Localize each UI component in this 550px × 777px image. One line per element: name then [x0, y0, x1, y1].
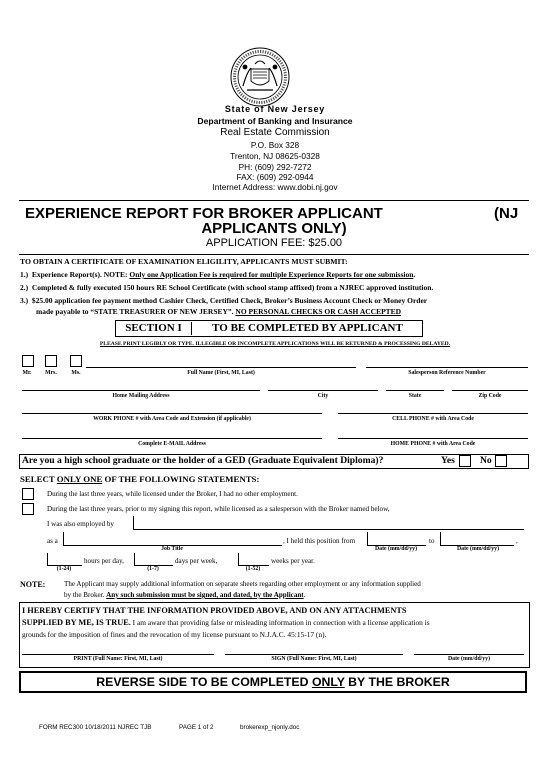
ged-yes-label: Yes	[441, 455, 455, 466]
home-address-field[interactable]	[22, 390, 260, 391]
to-label: to	[429, 537, 435, 545]
select-heading: SELECT ONLY ONE OF THE FOLLOWING STATEMENTS:	[20, 474, 260, 484]
option2-text: During the last three years, prior to my signing this report, while licensed as a salesperson with the Broker named below,	[47, 505, 390, 513]
header-city: Trenton, NJ 08625-0328	[230, 151, 320, 161]
certify-line1: I HEREBY CERTIFY THAT THE INFORMATION PROVIDED ABOVE, AND ON ANY ATTACHMENTS	[22, 606, 407, 615]
header-department: Department of Banking and Insurance	[197, 116, 353, 126]
home-address-label: Home Mailing Address	[112, 393, 170, 399]
employed-by-label: I was also employed by	[47, 520, 114, 528]
state-label: State	[408, 393, 422, 399]
note-label: NOTE:	[20, 580, 46, 589]
home-phone-label: HOME PHONE # with Area Code	[390, 441, 476, 447]
hours-per-day-label: hours per day,	[84, 557, 124, 565]
application-fee: APPLICATION FEE: $25.00	[205, 237, 343, 249]
range-hours: (1-24)	[56, 566, 72, 572]
state-seal-logo	[229, 46, 291, 108]
ms-checkbox[interactable]	[70, 355, 82, 367]
section-label: SECTION I	[116, 322, 192, 335]
ged-question-box	[19, 454, 529, 469]
cell-phone-field[interactable]	[338, 413, 528, 414]
cell-phone-label: CELL PHONE # with Area Code	[392, 416, 474, 422]
days-per-week-label: days per week,	[175, 557, 218, 565]
hours-per-day-field[interactable]	[47, 553, 82, 566]
section-header	[115, 320, 423, 337]
held-position-label: , I held this position from	[283, 537, 356, 545]
note-text-2: by the Broker. Any such submission must be signed, and dated, by the Applicant.	[64, 591, 306, 599]
employed-by-field[interactable]	[133, 516, 524, 530]
city-label: City	[317, 393, 329, 399]
mr-checkbox[interactable]	[22, 355, 34, 367]
certify-date-field[interactable]	[414, 654, 524, 655]
print-legibly-note: PLEASE PRINT LEGIBLY OR TYPE. ILLEGIBLE OR INCOMPLETE APPLICATIONS WILL BE RETURNED & PROCESSING DELAYED.	[99, 341, 451, 347]
salesperson-ref-field[interactable]	[366, 367, 528, 368]
certification-box	[19, 602, 530, 668]
header-internet: Internet Address: www.dobi.nj.gov	[212, 182, 338, 192]
header-po-box: P.O. Box 328	[250, 140, 300, 150]
certify-line2: SUPPLIED BY ME, IS TRUE. I am aware that providing false or misleading information in connection with a license application is	[22, 618, 430, 627]
title-nj: (NJ	[494, 205, 519, 222]
city-field[interactable]	[268, 390, 378, 391]
title-line2: APPLICANTS ONLY)	[201, 220, 347, 237]
title-box	[19, 200, 529, 255]
reverse-side-banner: REVERSE SIDE TO BE COMPLETED ONLY BY THE BROKER	[19, 671, 527, 693]
option1-checkbox[interactable]	[22, 488, 34, 500]
weeks-per-year-label: weeks per year.	[271, 557, 315, 565]
full-name-label: Full Name (First, MI, Last)	[187, 370, 255, 376]
salesperson-ref-label: Salesperson Reference Number	[408, 370, 486, 376]
print-name-field[interactable]	[22, 654, 214, 655]
date-to-label: Date (mm/dd/yy)	[456, 546, 500, 552]
instruction-2: 2.) Completed & fully executed 150 hours RE School Certificate (with school stamp affixed) from a NJREC approved institution.	[20, 283, 434, 292]
ged-yes-checkbox[interactable]	[459, 455, 471, 467]
footer-file: brokerexp_njonly.doc	[240, 724, 300, 731]
email-field[interactable]	[22, 438, 322, 439]
header-phone: PH: (609) 292-7272	[238, 162, 312, 172]
note-text-1: The Applicant may supply additional information on separate sheets regarding other employment or any information supplied	[64, 580, 421, 588]
signature-field[interactable]	[225, 654, 403, 655]
ged-no-checkbox[interactable]	[495, 455, 507, 467]
range-weeks: (1-52)	[245, 566, 261, 572]
signature-label: SIGN (Full Name: First, MI, Last)	[271, 656, 357, 662]
certify-line3: grounds for the imposition of fines and the revocation of my license pursuant to N.J.A.C. 45:15-17 (n).	[22, 630, 327, 639]
state-field[interactable]	[386, 390, 444, 391]
home-phone-field[interactable]	[338, 438, 528, 439]
print-name-label: PRINT (Full Name: First, MI, Last)	[73, 656, 163, 662]
mr-label: Mr.	[22, 370, 32, 376]
title-line1: EXPERIENCE REPORT FOR BROKER APPLICANT	[25, 205, 383, 222]
job-title-field[interactable]	[63, 532, 282, 546]
date-from-label: Date (mm/dd/yy)	[374, 546, 418, 552]
instructions-heading: TO OBTAIN A CERTIFICATE OF EXAMINATION ELIGILITY, APPLICANTS MUST SUBMIT:	[20, 257, 348, 266]
range-days: (1-7)	[147, 566, 159, 572]
header-state: State of New Jersey	[224, 104, 326, 114]
instruction-1: 1.) Experience Report(s). NOTE: Only one Application Fee is required for multiple Experience Reports for one submission.	[20, 270, 416, 279]
date-to-field[interactable]	[440, 532, 514, 546]
option2-checkbox[interactable]	[22, 503, 34, 515]
header-commission: Real Estate Commission	[220, 127, 330, 138]
footer-page: PAGE 1 of 2	[179, 724, 214, 731]
job-title-label: Job Title	[161, 546, 183, 552]
date-from-field[interactable]	[367, 532, 426, 546]
comma: ,	[516, 537, 518, 545]
email-label: Complete E-MAIL Address	[138, 441, 206, 447]
certify-date-label: Date (mm/dd/yy)	[447, 656, 491, 662]
ged-no-label: No	[480, 455, 492, 466]
mrs-label: Mrs.	[45, 370, 57, 376]
section-title: TO BE COMPLETED BY APPLICANT	[212, 322, 403, 334]
ms-label: Ms.	[71, 370, 81, 376]
instruction-3-cont: made payable to “STATE TREASURER OF NEW JERSEY”. NO PERSONAL CHECKS OR CASH ACCEPTED	[36, 307, 402, 316]
work-phone-field[interactable]	[22, 413, 322, 414]
as-a-label: as a	[47, 537, 58, 545]
full-name-field[interactable]	[86, 367, 356, 368]
footer-form: FORM REC300 10/18/2011 NJREC TJB	[39, 724, 152, 731]
zip-field[interactable]	[452, 390, 528, 391]
zip-label: Zip Code	[478, 393, 502, 399]
mrs-checkbox[interactable]	[45, 355, 57, 367]
days-per-week-field[interactable]	[134, 553, 173, 566]
option1-text: During the last three years, while licensed under the Broker, I had no other employment.	[47, 490, 298, 498]
ged-question: Are you a high school graduate or the holder of a GED (Graduate Equivalent Diploma)?	[22, 455, 384, 466]
instruction-3: 3.) $25.00 application fee payment method Cashier Check, Certified Check, Broker’s Business Account Check or Money Order	[20, 296, 428, 305]
weeks-per-year-field[interactable]	[238, 553, 269, 566]
header-fax: FAX: (609) 292-0944	[236, 172, 314, 182]
work-phone-label: WORK PHONE # with Area Code and Extension (if applicable)	[93, 416, 251, 422]
